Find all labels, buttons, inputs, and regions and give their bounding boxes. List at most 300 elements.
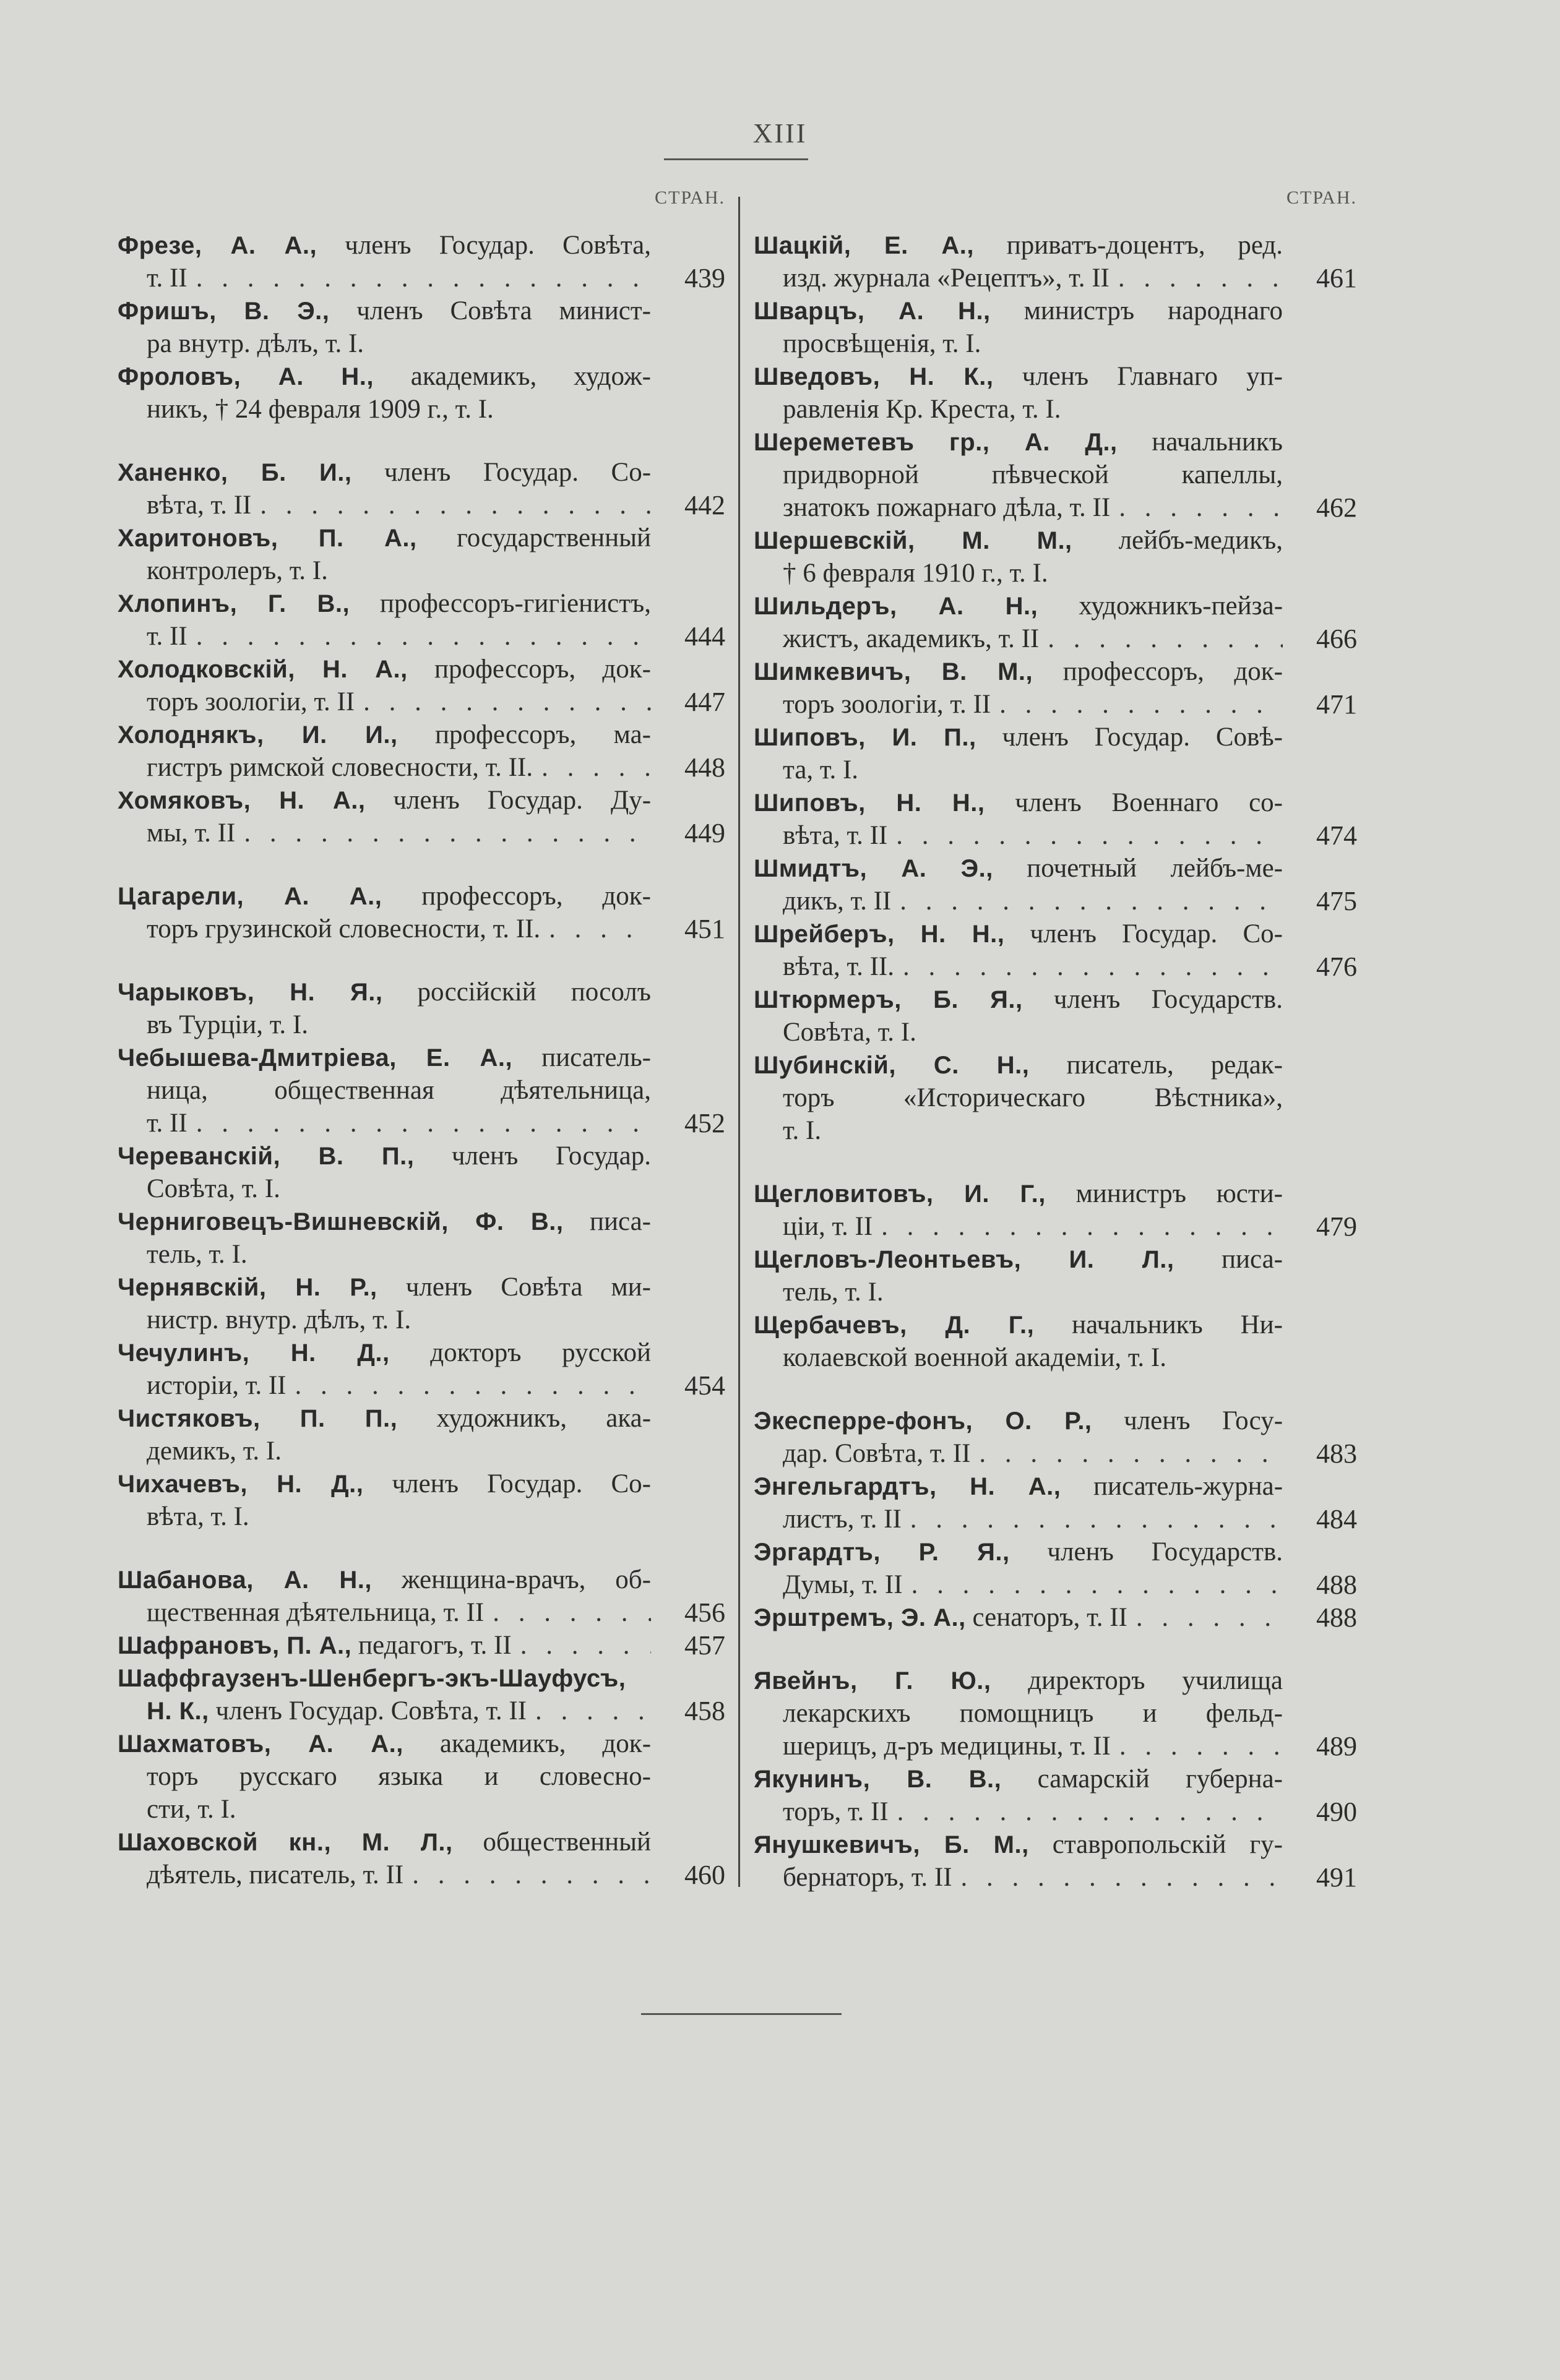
entry-line <box>118 1008 725 1041</box>
entry-text <box>754 1601 1127 1634</box>
entry-description: вѣта, т. I. <box>147 1502 249 1531</box>
entry-description: членъ Государств. <box>1053 985 1283 1014</box>
entry-text <box>147 1008 308 1041</box>
entry-text <box>754 1828 1283 1861</box>
entry-text <box>783 1341 1166 1374</box>
index-entry <box>754 721 1357 786</box>
entry-line <box>118 393 725 426</box>
index-entry <box>754 590 1357 655</box>
entry-name: Фрезе, А. А., <box>118 232 317 259</box>
dot-leader <box>970 1437 1283 1470</box>
entry-page-number: 476 <box>1316 952 1357 982</box>
index-column-left <box>118 186 725 1891</box>
entry-description: торъ зоологіи, т. II <box>147 687 355 716</box>
entry-line <box>754 1404 1357 1437</box>
entry-text <box>783 754 858 786</box>
entry-description: писа- <box>589 1207 651 1236</box>
entry-text <box>118 587 651 620</box>
entry-page-number: 466 <box>1316 624 1357 654</box>
entry-name: Эрштремъ, Э. А., <box>754 1604 966 1631</box>
entry-text <box>118 1826 651 1858</box>
entry-text <box>118 1629 512 1662</box>
entry-line <box>118 1402 725 1435</box>
entry-name: Харитоновъ, П. А., <box>118 525 417 552</box>
index-entry <box>118 1336 725 1402</box>
entry-description: нистр. внутр. дѣлъ, т. I. <box>147 1305 412 1334</box>
entry-name: Энгельгардтъ, Н. А., <box>754 1473 1061 1500</box>
entry-page-number: 484 <box>1316 1504 1357 1534</box>
index-entry <box>118 718 725 784</box>
entry-name: Шабанова, А. Н., <box>118 1566 372 1594</box>
entry-line <box>118 620 725 653</box>
entry-name: Чарыковъ, Н. Я., <box>118 979 383 1006</box>
entry-description: исторіи, т. II <box>147 1371 287 1400</box>
index-entry <box>118 587 725 653</box>
entry-line <box>118 456 725 489</box>
entry-text <box>147 554 328 587</box>
entry-text <box>783 950 894 983</box>
entry-line <box>118 784 725 817</box>
entry-text <box>783 1114 821 1147</box>
entry-line <box>118 1662 725 1695</box>
entry-text <box>783 327 981 360</box>
entry-description: † 6 февраля 1910 г., т. I. <box>783 559 1048 588</box>
header-rule <box>664 158 808 160</box>
entry-description: тель, т. I. <box>783 1278 884 1307</box>
entry-name: Н. К., <box>147 1698 209 1725</box>
entry-text <box>783 1437 970 1470</box>
footer-rule <box>641 2013 842 2015</box>
entry-page-number: 474 <box>1316 820 1357 851</box>
entry-text <box>118 784 651 817</box>
index-entry <box>118 976 725 1041</box>
entry-text <box>754 786 1283 819</box>
entry-line <box>754 1664 1357 1697</box>
entry-description: лекарскихъ помощницъ и фельд- <box>783 1699 1283 1728</box>
index-entry <box>118 1041 725 1140</box>
column-divider <box>738 197 740 1887</box>
entry-text <box>147 751 533 784</box>
entry-description: вѣта, т. II. <box>783 952 894 981</box>
entry-name: Шведовъ, Н. К., <box>754 363 994 390</box>
entry-name: Шрейберъ, Н. Н., <box>754 921 1005 948</box>
entry-text <box>783 885 891 917</box>
entry-line <box>118 1074 725 1107</box>
dot-leader <box>1110 491 1283 524</box>
entry-line <box>118 1041 725 1074</box>
index-entry <box>118 653 725 718</box>
entry-line <box>118 294 725 327</box>
entry-text <box>118 294 651 327</box>
entry-description: мы, т. II <box>147 818 236 848</box>
entry-text <box>147 1304 411 1336</box>
index-entry <box>118 1140 725 1205</box>
entry-line <box>754 1861 1357 1894</box>
entry-description: академикъ, худож- <box>410 362 651 391</box>
entry-name: Шацкій, Е. А., <box>754 232 974 259</box>
entry-description: т. II <box>147 264 187 293</box>
entry-name: Чистяковъ, П. П., <box>118 1405 398 1432</box>
entry-page-number: 488 <box>1316 1602 1357 1633</box>
entry-name: Шафрановъ, П. А., <box>118 1632 352 1659</box>
entry-description: никъ, † 24 февраля 1909 г., т. I. <box>147 395 494 424</box>
entry-description: самарскій губерна- <box>1037 1764 1283 1794</box>
entry-description: членъ Государ. Со- <box>392 1469 652 1498</box>
entry-name: Эргардтъ, Р. Я., <box>754 1539 1010 1566</box>
entry-text <box>754 1308 1283 1341</box>
entry-line <box>118 1172 725 1205</box>
entry-description: Совѣта, т. I. <box>147 1174 280 1203</box>
entry-line <box>754 1210 1357 1243</box>
entry-line <box>118 1304 725 1336</box>
index-entry <box>118 456 725 522</box>
entry-name: Хлопинъ, Г. В., <box>118 590 350 617</box>
entry-text <box>754 426 1283 458</box>
index-entry <box>754 1243 1357 1308</box>
entry-line <box>754 1730 1357 1763</box>
entry-line <box>118 1500 725 1533</box>
entry-description: начальникъ <box>1152 427 1283 457</box>
index-entry <box>754 294 1357 360</box>
entry-description: женщина-врачъ, об- <box>401 1565 651 1594</box>
entry-text <box>754 1404 1283 1437</box>
index-entry <box>754 1308 1357 1374</box>
entry-text <box>783 262 1110 294</box>
dot-leader <box>527 1695 651 1727</box>
entry-text <box>754 1049 1283 1081</box>
entry-description: министръ юсти- <box>1075 1179 1283 1208</box>
entry-description: педагогъ, т. II <box>358 1631 512 1660</box>
entry-description: директоръ училища <box>1028 1666 1283 1695</box>
dot-leader <box>187 262 651 294</box>
entry-text <box>783 819 887 852</box>
entry-line <box>754 458 1357 491</box>
index-entry <box>118 229 725 294</box>
entry-text <box>754 1536 1283 1568</box>
entry-text <box>147 817 235 849</box>
entry-line <box>754 1341 1357 1374</box>
entry-description: т. I. <box>783 1116 822 1145</box>
dot-leader <box>403 1858 651 1891</box>
entry-text <box>147 489 251 522</box>
entry-description: просвѣщенія, т. I. <box>783 329 981 358</box>
entry-line <box>118 1467 725 1500</box>
entry-text <box>754 524 1283 557</box>
entry-name: Шиповъ, Н. Н., <box>754 789 985 817</box>
entry-description: россійскій посолъ <box>417 977 651 1007</box>
entry-description: контролеръ, т. I. <box>147 556 328 585</box>
entry-name: Чихачевъ, Н. Д., <box>118 1471 364 1498</box>
entry-line <box>118 1563 725 1596</box>
entry-description: вѣта, т. II <box>147 491 252 520</box>
entry-description: та, т. I. <box>783 755 859 784</box>
entry-description: колаевской военной академіи, т. I. <box>783 1343 1166 1372</box>
entry-description: торъ, т. II <box>783 1797 889 1826</box>
entry-description: членъ Государ. Со- <box>384 458 652 487</box>
entry-name: Хомяковъ, Н. А., <box>118 787 366 814</box>
entry-description: изд. журнала «Рецептъ», т. II <box>783 264 1110 293</box>
entry-description: членъ Государств. <box>1047 1537 1283 1566</box>
entry-page-number: 449 <box>684 818 725 848</box>
entry-name: Чернявскій, Н. Р., <box>118 1274 377 1301</box>
entry-name: Щербачевъ, Д. Г., <box>754 1312 1035 1339</box>
dot-leader <box>1127 1601 1283 1634</box>
dot-leader <box>540 913 651 945</box>
entry-description: ница, общественная дѣятельница, <box>147 1076 651 1105</box>
entry-text <box>754 852 1283 885</box>
entry-page-number: 458 <box>684 1696 725 1726</box>
entry-text <box>783 1276 884 1308</box>
entry-description: писатель- <box>541 1043 651 1072</box>
entry-text <box>147 1858 403 1891</box>
entry-description: шерицъ, д-ръ медицины, т. II <box>783 1732 1111 1761</box>
entry-description: сти, т. I. <box>147 1795 236 1824</box>
entry-name: Шимкевичъ, В. М., <box>754 658 1033 685</box>
index-entry <box>754 360 1357 426</box>
entry-text <box>783 557 1048 590</box>
entry-text <box>147 1369 286 1402</box>
entry-text <box>147 1760 651 1793</box>
entry-text <box>754 1177 1283 1210</box>
entry-line <box>754 1568 1357 1601</box>
entry-text <box>147 1074 651 1107</box>
entry-description: ра внутр. дѣлъ, т. I. <box>147 329 364 358</box>
entry-line <box>754 1697 1357 1730</box>
entry-line <box>118 1727 725 1760</box>
dot-leader <box>1110 262 1283 294</box>
entry-line <box>754 1308 1357 1341</box>
dot-leader <box>1039 622 1283 655</box>
entry-name: Щегловитовъ, И. Г., <box>754 1180 1046 1208</box>
entry-description: государственный <box>457 523 652 552</box>
index-entry <box>754 426 1357 524</box>
entry-name: Шиповъ, И. П., <box>754 724 976 751</box>
dot-leader <box>533 751 651 784</box>
entry-name: Фришъ, В. Э., <box>118 298 330 325</box>
entry-description: художникъ, ака- <box>436 1404 652 1433</box>
entry-description: щественная дѣятельница, т. II <box>147 1598 485 1627</box>
entry-page-number: 448 <box>684 752 725 783</box>
entry-description: т. II <box>147 622 187 651</box>
entry-line <box>754 1276 1357 1308</box>
entry-name: Шаффгаузенъ-Шенбергъ-экъ-Шауфусъ, <box>118 1665 626 1692</box>
entry-name: Чебышева-Дмитріева, Е. А., <box>118 1044 513 1072</box>
entry-line <box>118 1826 725 1858</box>
entry-text <box>783 1730 1111 1763</box>
entry-line <box>754 1049 1357 1081</box>
entry-line <box>118 1760 725 1793</box>
entry-line <box>754 393 1357 426</box>
entry-line <box>754 721 1357 754</box>
entry-name: Шубинскій, С. Н., <box>754 1052 1030 1079</box>
entry-text <box>783 491 1110 524</box>
entry-description: художникъ-пейза- <box>1079 591 1283 621</box>
entry-description: членъ Главнаго уп- <box>1022 362 1283 391</box>
entry-description: членъ Совѣта минист- <box>356 296 651 325</box>
entry-description: членъ Госу- <box>1124 1406 1283 1435</box>
index-entry <box>118 1629 725 1662</box>
entry-text <box>754 721 1283 754</box>
entry-text <box>147 1435 282 1467</box>
index-entry <box>118 1271 725 1336</box>
entry-name: Черевaнскій, В. П., <box>118 1143 415 1170</box>
index-entry <box>754 1828 1357 1894</box>
index-entry <box>118 784 725 849</box>
entry-page-number: 457 <box>684 1630 725 1660</box>
entry-description: знатокъ пожарнаго дѣла, т. II <box>783 493 1111 522</box>
entry-text <box>754 229 1283 262</box>
entry-page-number: 456 <box>684 1597 725 1628</box>
entry-line <box>118 718 725 751</box>
entry-page-number: 489 <box>1316 1731 1357 1761</box>
entry-name: Холоднякъ, И. И., <box>118 721 398 749</box>
entry-description: общественный <box>483 1828 652 1857</box>
entry-line <box>118 751 725 784</box>
entry-description: членъ Государ. Ду- <box>393 786 652 815</box>
index-entry <box>118 1662 725 1727</box>
index-entry <box>118 360 725 426</box>
dot-leader <box>889 1795 1283 1828</box>
entry-line <box>754 1470 1357 1503</box>
entry-line <box>754 1601 1357 1634</box>
index-entry <box>754 852 1357 917</box>
entry-line <box>754 917 1357 950</box>
entry-page-number: 452 <box>684 1108 725 1138</box>
entry-name: Холодковскій, Н. А., <box>118 656 408 683</box>
dot-leader <box>512 1629 651 1662</box>
entry-description: профессоръ, док- <box>434 655 651 684</box>
entry-text <box>754 917 1283 950</box>
entry-line <box>754 557 1357 590</box>
entry-line <box>118 1369 725 1402</box>
entry-description: министръ народнаго <box>1023 296 1283 325</box>
entry-description: жистъ, академикъ, т. II <box>783 624 1040 653</box>
entry-text <box>754 294 1283 327</box>
entry-text <box>118 653 651 685</box>
entry-description: начальникъ Ни- <box>1072 1310 1283 1339</box>
entry-line <box>118 554 725 587</box>
entry-description: писатель-журна- <box>1093 1472 1283 1501</box>
entry-text <box>783 458 1283 491</box>
entry-text <box>118 1140 651 1172</box>
entry-description: приватъ-доцентъ, ред. <box>1006 231 1283 260</box>
dot-leader <box>952 1861 1283 1894</box>
index-entry <box>754 917 1357 983</box>
entry-page-number: 462 <box>1316 492 1357 523</box>
entry-text <box>118 1662 651 1695</box>
dot-leader <box>887 819 1283 852</box>
entry-line <box>118 1858 725 1891</box>
entry-description: ставропольскій гу- <box>1052 1830 1283 1859</box>
entry-text <box>783 1016 916 1049</box>
entry-description: лейбъ-медикъ, <box>1118 526 1283 555</box>
entry-line <box>754 294 1357 327</box>
dot-leader <box>355 685 651 718</box>
entry-text <box>783 622 1039 655</box>
index-entry <box>754 1536 1357 1601</box>
entry-text <box>754 655 1283 688</box>
entry-text <box>754 590 1283 622</box>
index-entry <box>754 1470 1357 1536</box>
entry-line <box>118 489 725 522</box>
dot-leader <box>891 885 1283 917</box>
entry-text <box>118 1205 651 1238</box>
entry-description: въ Турціи, т. I. <box>147 1010 308 1039</box>
entry-text <box>147 1793 236 1826</box>
entry-line <box>754 262 1357 294</box>
entry-description: членъ Государ. Совѣта, <box>345 231 651 260</box>
entry-text <box>118 1336 651 1369</box>
entry-name: Явейнъ, Г. Ю., <box>754 1667 991 1695</box>
entry-name: Чечулинъ, Н. Д., <box>118 1339 390 1367</box>
entry-description: членъ Совѣта ми- <box>405 1273 652 1302</box>
entry-line <box>754 1763 1357 1795</box>
entry-line <box>754 1243 1357 1276</box>
entry-text <box>147 1107 187 1140</box>
index-entry <box>118 294 725 360</box>
entry-description: придворной пѣвческой капеллы, <box>783 460 1283 489</box>
entry-name: Фроловъ, А. Н., <box>118 363 374 390</box>
entry-text <box>118 1563 651 1596</box>
index-entry <box>118 1205 725 1271</box>
entry-page-number: 491 <box>1316 1862 1357 1892</box>
dot-leader <box>1111 1730 1283 1763</box>
index-entry <box>118 880 725 945</box>
entry-text <box>147 327 364 360</box>
entry-text <box>118 1041 651 1074</box>
entry-text <box>118 360 651 393</box>
entry-description: Думы, т. II <box>783 1570 903 1599</box>
entry-name: Щегловъ-Леонтьевъ, И. Л., <box>754 1246 1174 1273</box>
entry-line <box>754 1437 1357 1470</box>
entry-text <box>783 393 1061 426</box>
entry-description: сенаторъ, т. II <box>972 1603 1127 1632</box>
index-entry <box>118 1467 725 1533</box>
index-entry <box>118 1826 725 1891</box>
dot-leader <box>903 1568 1283 1601</box>
entry-name: Черниговецъ-Вишневскій, Ф. В., <box>118 1208 564 1235</box>
entry-page-number: 447 <box>684 687 725 717</box>
index-entry <box>754 1664 1357 1763</box>
entry-text <box>754 1470 1283 1503</box>
entry-page-number: 451 <box>684 914 725 944</box>
entry-text <box>147 620 187 653</box>
entry-text <box>754 983 1283 1016</box>
entry-line <box>118 1435 725 1467</box>
entry-line <box>754 1536 1357 1568</box>
entry-line <box>118 913 725 945</box>
entry-description: демикъ, т. I. <box>147 1437 282 1466</box>
entry-description: членъ Государ. Совѣ- <box>1002 723 1283 752</box>
index-entry <box>754 1404 1357 1470</box>
entry-line <box>118 522 725 554</box>
entry-description: членъ Государ. Совѣта, т. II <box>215 1696 527 1725</box>
entry-name: Штюрмеръ, Б. Я., <box>754 986 1023 1013</box>
entry-name: Шершевскій, М. М., <box>754 527 1072 554</box>
entry-line <box>118 1336 725 1369</box>
entry-text <box>147 262 187 294</box>
entry-text <box>147 1238 248 1271</box>
entry-line <box>754 983 1357 1016</box>
entry-page-number: 461 <box>1316 263 1357 293</box>
entry-line <box>118 1793 725 1826</box>
entry-name: Шереметевъ гр., А. Д., <box>754 429 1118 456</box>
index-entry <box>754 655 1357 721</box>
entry-line <box>118 229 725 262</box>
entry-name: Шахматовъ, А. А., <box>118 1730 403 1758</box>
entry-description: гистръ римской словесности, т. II. <box>147 753 533 782</box>
entry-description: академикъ, док- <box>439 1729 652 1758</box>
